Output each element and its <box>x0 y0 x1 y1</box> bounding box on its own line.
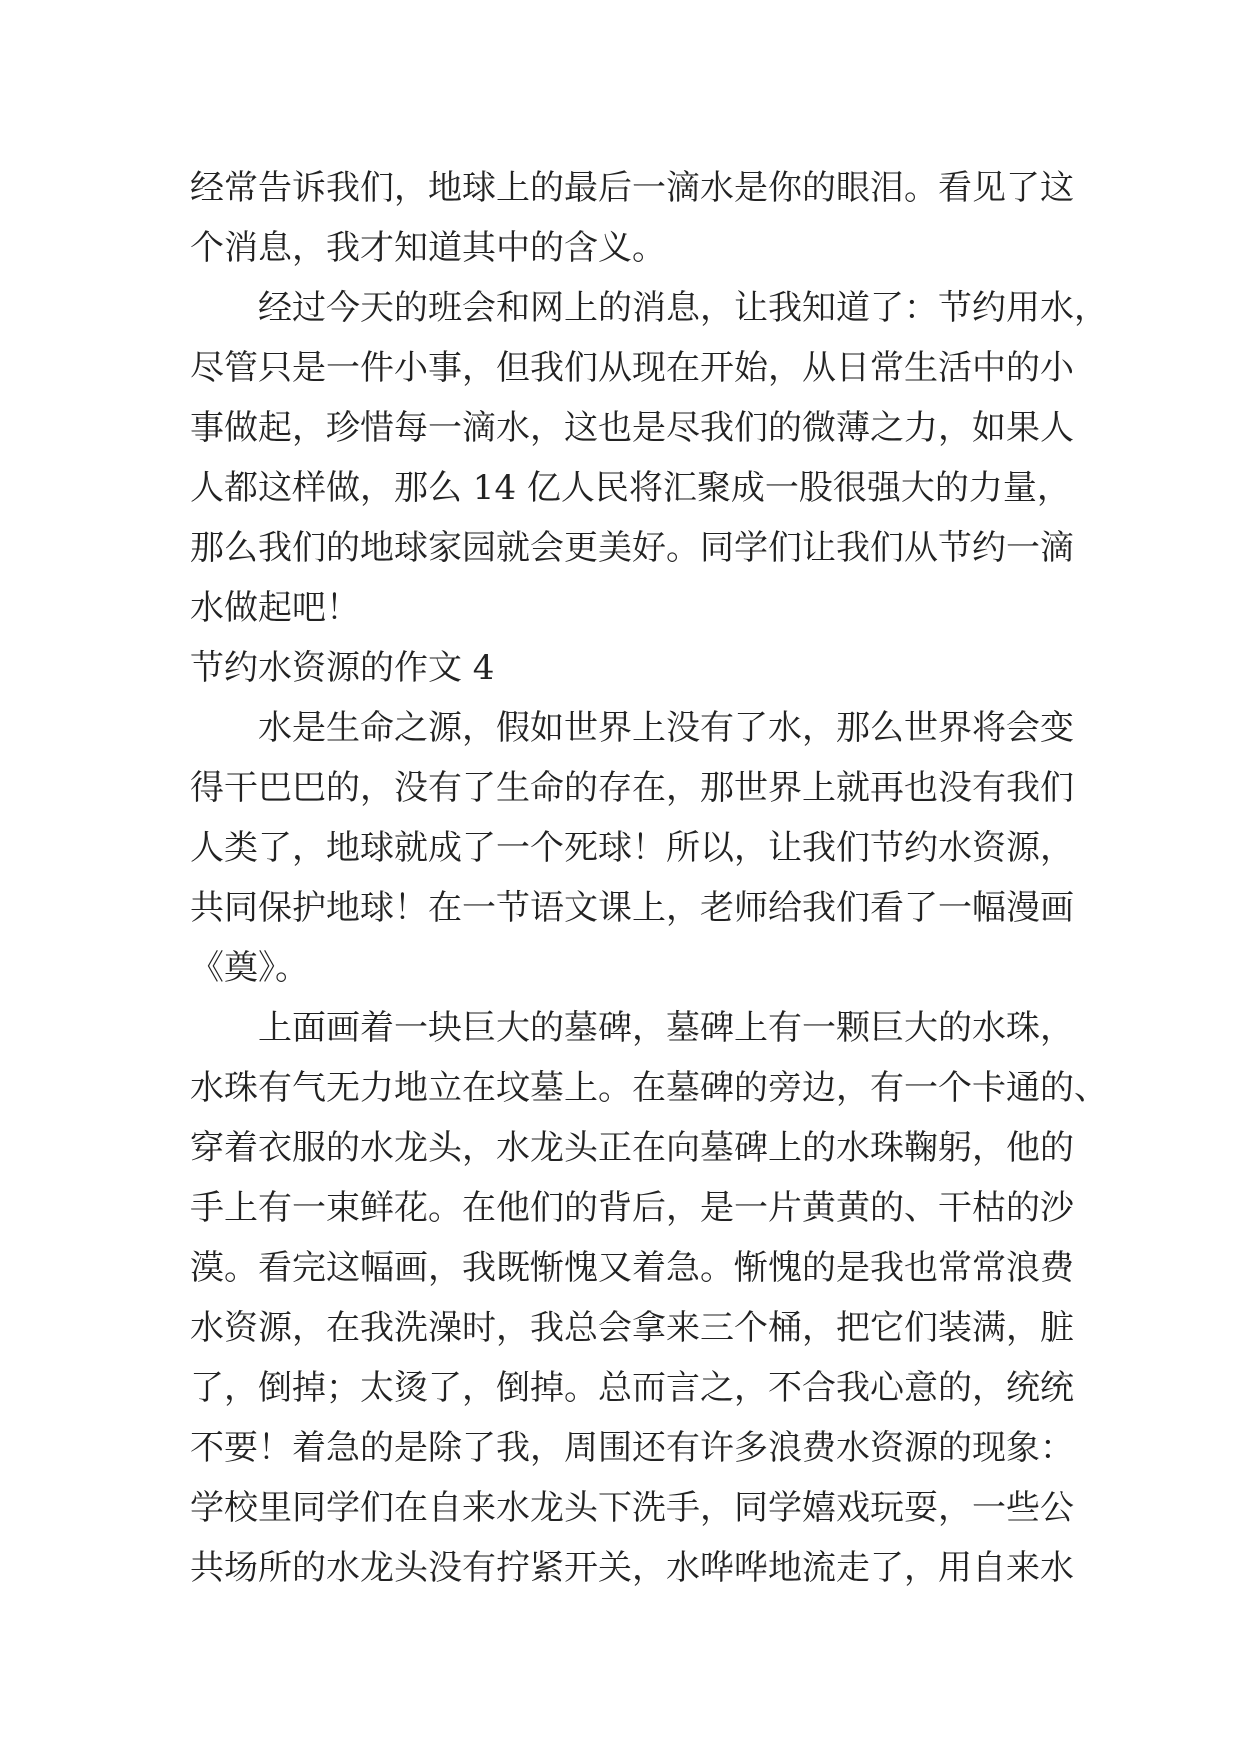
paragraph-line: 不要！着急的是除了我，周围还有许多浪费水资源的现象： <box>190 1428 1074 1468</box>
section-heading: 节约水资源的作文 4 <box>190 648 495 688</box>
paragraph-line: 共场所的水龙头没有拧紧开关，水哗哗地流走了，用自来水 <box>190 1548 1074 1588</box>
paragraph-line: 水做起吧！ <box>190 588 360 628</box>
paragraph-line: 事做起，珍惜每一滴水，这也是尽我们的微薄之力，如果人 <box>190 408 1074 448</box>
paragraph-line: 共同保护地球！在一节语文课上，老师给我们看了一幅漫画 <box>190 888 1074 928</box>
paragraph-line: 了，倒掉；太烫了，倒掉。总而言之，不合我心意的，统统 <box>190 1368 1074 1408</box>
paragraph-line: 手上有一束鲜花。在他们的背后，是一片黄黄的、干枯的沙 <box>190 1188 1074 1228</box>
paragraph-line: 尽管只是一件小事，但我们从现在开始，从日常生活中的小 <box>190 348 1074 388</box>
paragraph-line: 人都这样做，那么 14 亿人民将汇聚成一股很强大的力量， <box>190 468 1071 508</box>
document-body <box>190 158 1108 1598</box>
paragraph-line: 水是生命之源，假如世界上没有了水，那么世界将会变 <box>258 708 1074 748</box>
paragraph-line: 水资源，在我洗澡时，我总会拿来三个桶，把它们装满，脏 <box>190 1308 1074 1348</box>
paragraph-line: 个消息，我才知道其中的含义。 <box>190 228 666 268</box>
paragraph-line: 那么我们的地球家园就会更美好。同学们让我们从节约一滴 <box>190 528 1074 568</box>
paragraph-line: 水珠有气无力地立在坟墓上。在墓碑的旁边，有一个卡通的、 <box>190 1068 1108 1108</box>
paragraph-line: 得干巴巴的，没有了生命的存在，那世界上就再也没有我们 <box>190 768 1074 808</box>
paragraph-line: 穿着衣服的水龙头，水龙头正在向墓碑上的水珠鞠躬，他的 <box>190 1128 1074 1168</box>
paragraph-line: 经过今天的班会和网上的消息，让我知道了：节约用水， <box>258 288 1108 328</box>
paragraph-line: 经常告诉我们，地球上的最后一滴水是你的眼泪。看见了这 <box>190 168 1074 208</box>
paragraph-line: 《奠》。 <box>190 948 309 988</box>
paragraph-line: 学校里同学们在自来水龙头下洗手，同学嬉戏玩耍，一些公 <box>190 1488 1074 1528</box>
paragraph-line: 人类了，地球就成了一个死球！所以，让我们节约水资源， <box>190 828 1074 868</box>
paragraph-line: 上面画着一块巨大的墓碑，墓碑上有一颗巨大的水珠， <box>258 1008 1074 1048</box>
paragraph-line: 漠。看完这幅画，我既惭愧又着急。惭愧的是我也常常浪费 <box>190 1248 1074 1288</box>
